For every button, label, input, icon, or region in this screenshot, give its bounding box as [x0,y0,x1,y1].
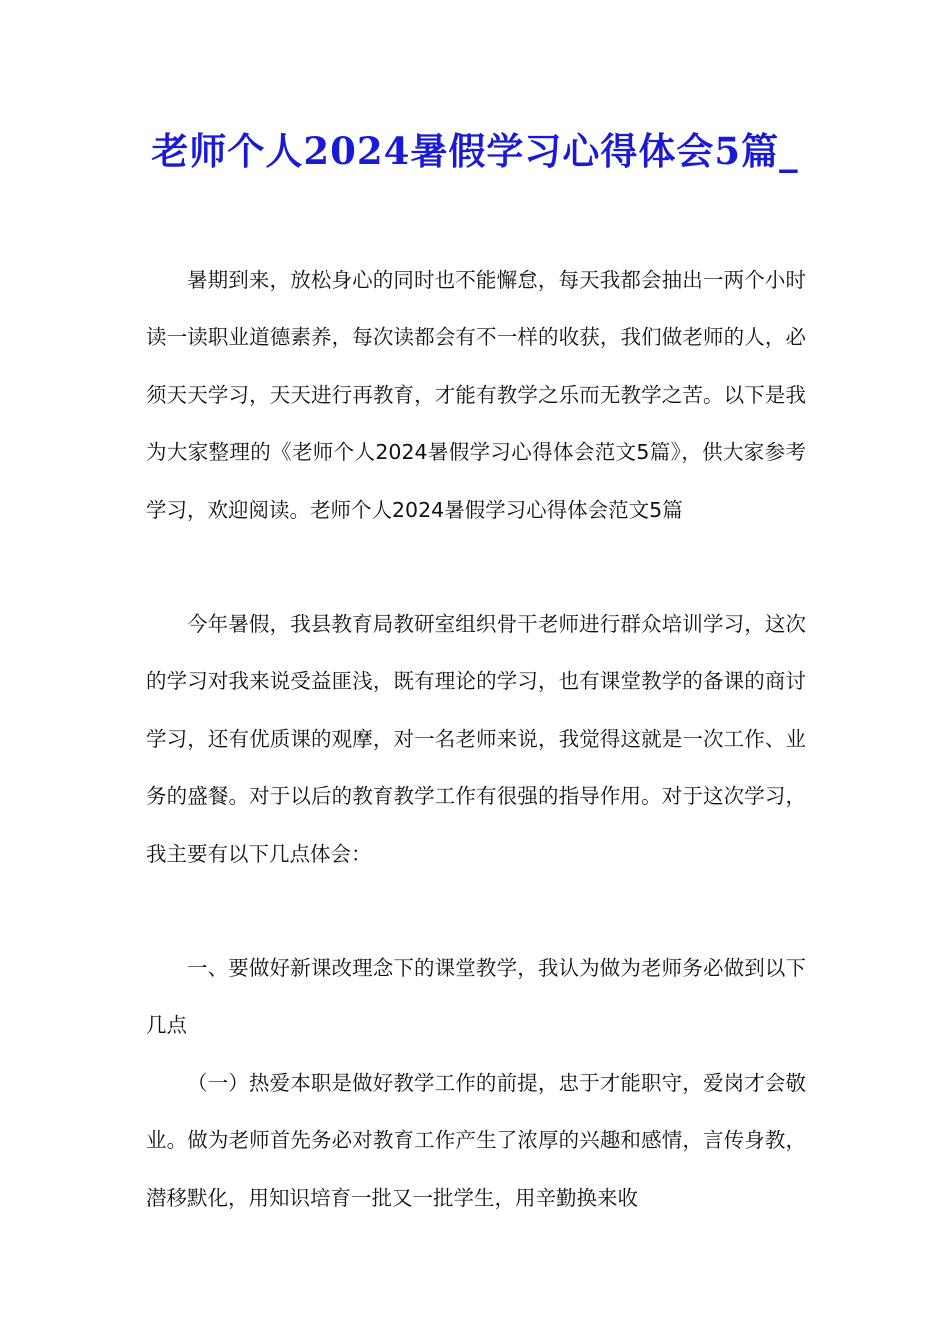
paragraph-section-one-item-one: （一）热爱本职是做好教学工作的前提，忠于才能职守，爱岗才会敬业。做为老师首先务必对教育工作产生了浓厚的兴趣和感情，言传身教，潜移默化，用知识培育一批又一批学生，用辛勤换来收 [146,1071,806,1210]
paragraph-intro: 暑期到来，放松身心的同时也不能懈怠，每天我都会抽出一两个小时读一读职业道德素养，每次读都会有不一样的收获，我们做老师的人，必须天天学习，天天进行再教育，才能有教学之乐而无教学之苦。以下是我为大家整理的《老师个人2024暑假学习心得体会范文5篇》，供大家参考学习，欢迎阅读。老师个人2024暑假学习心得体会范文5篇 [146,268,806,522]
document-title: 老师个人2024暑假学习心得体会5篇_ [151,129,799,173]
paragraph-training: 今年暑假，我县教育局教研室组织骨干老师进行群众培训学习，这次的学习对我来说受益匪浅，既有理论的学习，也有课堂教学的备课的商讨学习，还有优质课的观摩，对一名老师来说，我觉得这就是一次工作、业务的盛餐。对于以后的教育教学工作有很强的指导作用。对于这次学习，我主要有以下几点体会： [146,612,806,866]
paragraph-section-one-heading: 一、要做好新课改理念下的课堂教学，我认为做为老师务必做到以下几点 [146,956,806,1038]
